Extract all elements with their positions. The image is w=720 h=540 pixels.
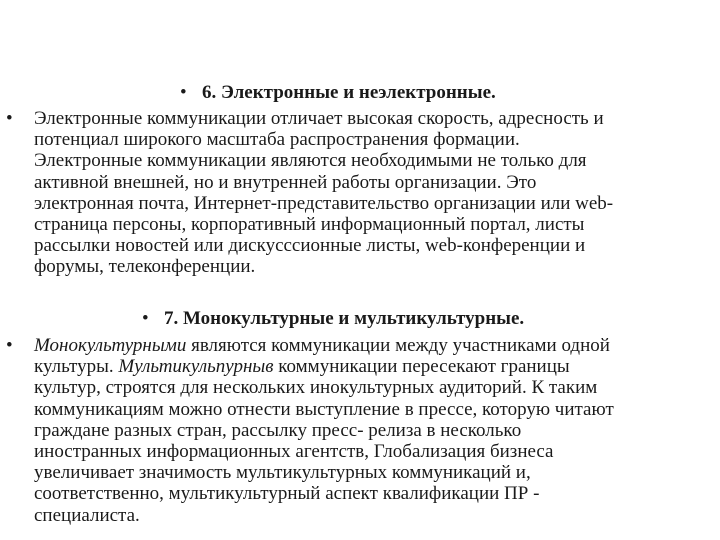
- paragraph-line: культур, строятся для нескольких инокультурных аудиторий. К таким: [34, 377, 598, 399]
- paragraph-line: Электронные коммуникации являются необходимыми не только для: [34, 150, 587, 172]
- paragraph-bullet-icon: •: [6, 108, 13, 129]
- heading-bullet-icon: •: [142, 308, 149, 329]
- paragraph-line: специалиста.: [34, 504, 140, 526]
- italic-term: Мультикульпурныв: [118, 356, 274, 378]
- paragraph-line: электронная почта, Интернет-представительство организации или web-: [34, 192, 614, 214]
- paragraph-line: рассылки новостей или дискусссионные листы, web-конференции и: [34, 235, 586, 257]
- paragraph-line: страница персоны, корпоративный информационный портал, листы: [34, 214, 585, 236]
- paragraph-line: иностранных информационных агентств, Глобализация бизнеса: [34, 441, 554, 463]
- line-text: культуры.: [34, 356, 119, 378]
- paragraph-line: коммуникациям можно отнести выступление в прессе, которую читают: [34, 398, 614, 420]
- paragraph-line: [34, 356, 710, 377]
- paragraph-line: [34, 335, 710, 356]
- section-6-heading-text: 6. Электронные и неэлектронные.: [202, 82, 496, 103]
- italic-term: Монокультурными: [34, 335, 187, 356]
- line-text: коммуникации пересекают границы: [273, 356, 570, 378]
- line-text: являются коммуникации между участниками одной: [186, 335, 610, 356]
- paragraph-line: граждане разных стран, рассылку пресс- релиза в несколько: [34, 419, 522, 441]
- section-7-heading: [142, 308, 524, 330]
- paragraph-line: увеличивает значимость мультикультурных коммуникаций и,: [34, 462, 531, 484]
- paragraph-line: активной внешней, но и внутренней работы организации. Это: [34, 171, 537, 193]
- section-6-heading: [180, 82, 496, 104]
- section-6-paragraph: [34, 108, 710, 278]
- paragraph-line: потенциал широкого масштаба распространения формации.: [34, 129, 520, 151]
- paragraph-bullet-icon: •: [6, 335, 13, 356]
- section-7-heading-text: 7. Монокультурные и мультикультурные.: [164, 308, 525, 329]
- section-7-paragraph: [34, 335, 710, 526]
- paragraph-line: соответственно, мультикультурный аспект квалификации ПР -: [34, 483, 540, 505]
- paragraph-line: Электронные коммуникации отличает высокая скорость, адресность и: [34, 108, 604, 129]
- paragraph-line: форумы, телеконференции.: [34, 256, 256, 278]
- heading-bullet-icon: •: [180, 82, 187, 103]
